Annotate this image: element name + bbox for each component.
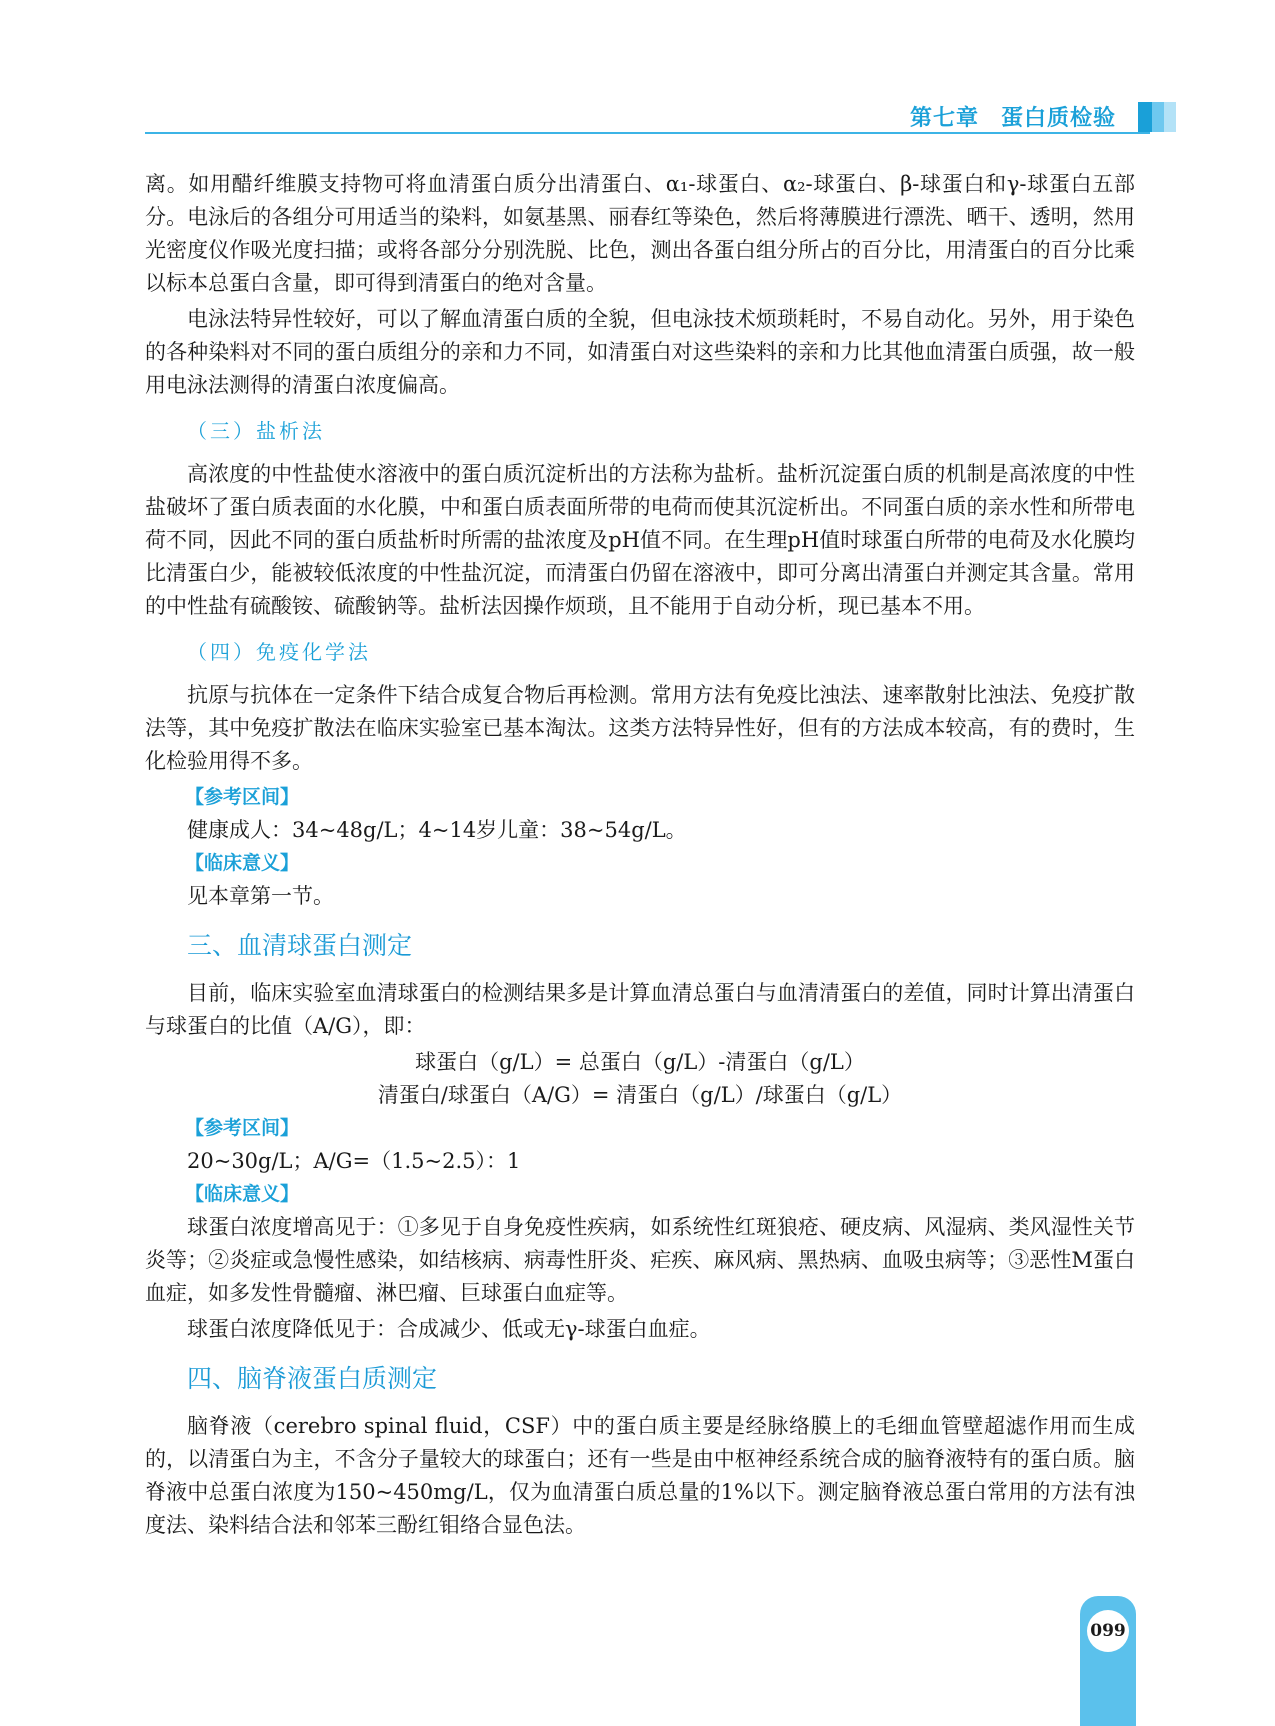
subheading-immunochemistry: （四）免疫化学法	[187, 640, 371, 664]
paragraph-globulin-increase: 球蛋白浓度增高见于：①多见于自身免疫性疾病，如系统性红斑狼疮、硬皮病、风湿病、类风湿性关节炎等；②炎症或急慢性感染，如结核病、病毒性肝炎、疟疾、麻风病、黑热病、血吸虫病等；③恶性M蛋白血症，如多发性骨髓瘤、淋巴瘤、巨球蛋白血症等。	[145, 1215, 1135, 1305]
running-header	[910, 101, 1115, 133]
paragraph-immunochemistry: 抗原与抗体在一定条件下结合成复合物后再检测。常用方法有免疫比浊法、速率散射比浊法、免疫扩散法等，其中免疫扩散法在临床实验室已基本淘汰。这类方法特异性好，但有的方法成本较高，有的费时，生化检验用得不多。	[145, 683, 1135, 773]
subheading-salting-out: （三）盐析法	[187, 419, 325, 443]
reference-values-globulin: 20~30g/L；A/G=（1.5~2.5）：1	[187, 1149, 521, 1173]
page-body	[145, 168, 1135, 1545]
paragraph-salting-out: 高浓度的中性盐使水溶液中的蛋白质沉淀析出的方法称为盐析。盐析沉淀蛋白质的机制是高浓度的中性盐破坏了蛋白质表面的水化膜，中和蛋白质表面所带的电荷而使其沉淀析出。不同蛋白质的亲水性和所带电荷不同，因此不同的蛋白质盐析时所需的盐浓度及pH值不同。在生理pH值时球蛋白所带的电荷及水化膜均比清蛋白少，能被较低浓度的中性盐沉淀，而清蛋白仍留在溶液中，即可分离出清蛋白并测定其含量。常用的中性盐有硫酸铵、硫酸钠等。盐析法因操作烦琐，且不能用于自动分析，现已基本不用。	[145, 462, 1135, 618]
section-heading-globulin: 三、血清球蛋白测定	[187, 931, 413, 960]
formula-ag-ratio: 清蛋白/球蛋白（A/G）= 清蛋白（g/L）/球蛋白（g/L）	[377, 1083, 903, 1107]
header-tab-dark	[1138, 102, 1152, 132]
paragraph-electrophoresis: 电泳法特异性较好，可以了解血清蛋白质的全貌，但电泳技术烦琐耗时，不易自动化。另外，用于染色的各种染料对不同的蛋白质组分的亲和力不同，如清蛋白对这些染料的亲和力比其他血清蛋白质强，故一般用电泳法测得的清蛋白浓度偏高。	[145, 307, 1135, 397]
header-tab-mid	[1152, 102, 1164, 132]
paragraph-continued: 离。如用醋纤维膜支持物可将血清蛋白质分出清蛋白、α₁-球蛋白、α₂-球蛋白、β-球蛋白和γ-球蛋白五部分。电泳后的各组分可用适当的染料，如氨基黑、丽春红等染色，然后将薄膜进行漂洗、晒干、透明，然用光密度仪作吸光度扫描；或将各部分分别洗脱、比色，测出各蛋白组分所占的百分比，用清蛋白的百分比乘以标本总蛋白含量，即可得到清蛋白的绝对含量。	[145, 172, 1135, 295]
tag-reference-interval: 【参考区间】	[185, 786, 300, 808]
tag-clinical-significance-2: 【临床意义】	[185, 1183, 300, 1205]
paragraph-globulin-decrease: 球蛋白浓度降低见于：合成减少、低或无γ-球蛋白血症。	[187, 1317, 711, 1341]
page-number: 099	[1087, 1610, 1129, 1652]
paragraph-globulin: 目前，临床实验室血清球蛋白的检测结果多是计算血清总蛋白与血清清蛋白的差值，同时计算出清蛋白与球蛋白的比值（A/G），即：	[145, 981, 1135, 1038]
reference-values-albumin: 健康成人：34~48g/L；4~14岁儿童：38~54g/L。	[187, 818, 687, 842]
chapter-label: 第七章	[910, 106, 980, 131]
tag-clinical-significance: 【临床意义】	[185, 852, 300, 874]
tag-reference-interval-2: 【参考区间】	[185, 1117, 300, 1139]
header-tab-light	[1164, 102, 1176, 132]
section-heading-csf-protein: 四、脑脊液蛋白质测定	[187, 1364, 438, 1393]
chapter-title: 蛋白质检验	[1001, 106, 1117, 131]
paragraph-csf-protein: 脑脊液（cerebro spinal fluid，CSF）中的蛋白质主要是经脉络膜上的毛细血管壁超滤作用而生成的，以清蛋白为主，不含分子量较大的球蛋白；还有一些是由中枢神经系统合成的脑脊液特有的蛋白质。脑脊液中总蛋白浓度为150~450mg/L，仅为血清蛋白质总量的1%以下。测定脑脊液总蛋白常用的方法有浊度法、染料结合法和邻苯三酚红钼络合显色法。	[145, 1414, 1135, 1537]
formula-globulin: 球蛋白（g/L）= 总蛋白（g/L）-清蛋白（g/L）	[415, 1050, 865, 1074]
clinical-note: 见本章第一节。	[187, 884, 334, 908]
